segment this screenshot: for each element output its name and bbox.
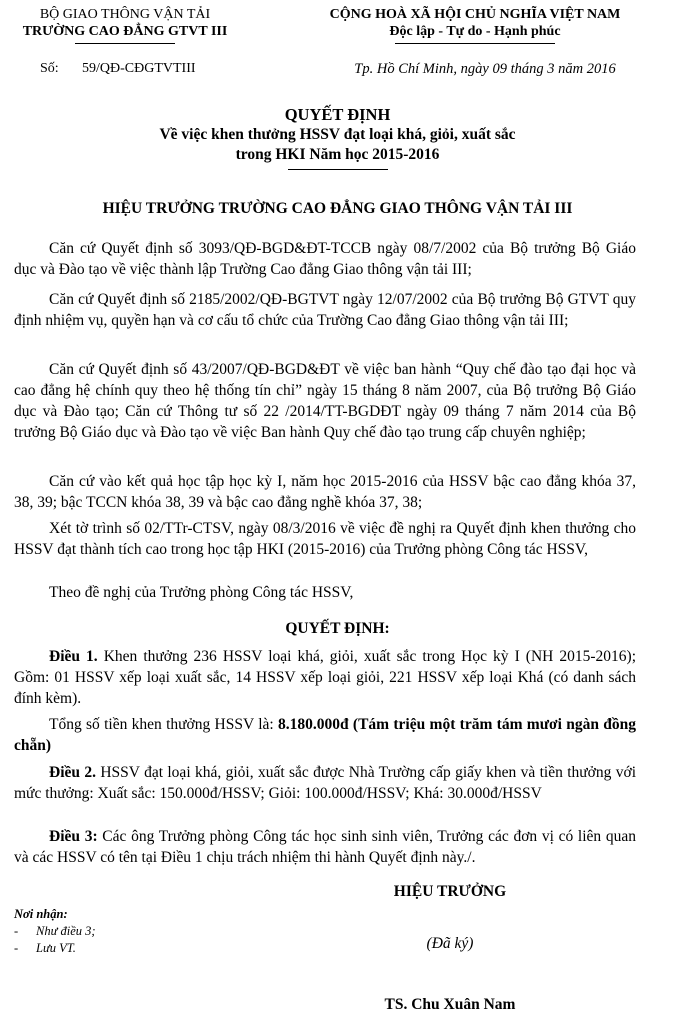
article-2 bbox=[14, 762, 636, 804]
header-right-rule bbox=[395, 43, 555, 44]
preamble-text: Căn cứ Quyết định số 43/2007/QĐ-BGD&ĐT về việc ban hành “Quy chế đào tạo đại học và cao đẳng hệ chính quy theo hệ thống tín chỉ” ngày 15 tháng 8 năm 2007, của Bộ trưởng Bộ Giáo dục và Đào tạo; Căn cứ Thông tư số 22 /2014/TT-BGDĐT ngày 09 tháng 7 năm 2014 của Bộ trưởng Bộ Giáo dục và Đào tạo về việc Ban hành Quy chế đào tạo trung cấp chuyên nghiệp; bbox=[14, 361, 636, 441]
recipients-label: Nơi nhận: bbox=[14, 907, 68, 921]
recipient-item: - Như điều 3; bbox=[14, 924, 96, 938]
preamble-1 bbox=[14, 238, 636, 280]
total-label: Tổng số tiền khen thưởng HSSV là: bbox=[49, 716, 278, 733]
article-3 bbox=[14, 826, 636, 868]
issuing-agency bbox=[0, 6, 250, 44]
preamble-text: Xét tờ trình số 02/TTr-CTSV, ngày 08/3/2016 về việc đề nghị ra Quyết định khen thưởng cho HSSV đạt thành tích cao trong học tập HKI (2015-2016) của Trưởng phòng Công tác HSSV, bbox=[14, 520, 636, 558]
decision-heading: QUYẾT ĐỊNH: bbox=[285, 620, 390, 637]
article-2-label: Điều 2. bbox=[49, 764, 96, 781]
recipients-block bbox=[14, 906, 96, 957]
number-value: 59/QĐ-CĐGTVTIII bbox=[82, 61, 196, 76]
preamble-text: Căn cứ Quyết định số 3093/QĐ-BGD&ĐT-TCCB ngày 08/7/2002 của Bộ trưởng Bộ Giáo dục và Đào tạo về việc thành lập Trường Cao đẳng Giao thông vận tải III; bbox=[14, 240, 636, 278]
title-rule bbox=[288, 169, 388, 170]
document-title bbox=[0, 105, 675, 170]
total-amount bbox=[14, 714, 636, 756]
number-label: Số: bbox=[40, 61, 59, 76]
issuing-authority: HIỆU TRƯỞNG TRƯỜNG CAO ĐẲNG GIAO THÔNG VẬN TẢI III bbox=[102, 200, 573, 217]
national-title bbox=[285, 6, 665, 44]
preamble-text: Căn cứ Quyết định số 2185/2002/QĐ-BGTVT ngày 12/07/2002 của Bộ trưởng Bộ GTVT quy định nhiệm vụ, quyền hạn và cơ cấu tổ chức của Trường Cao đẳng Giao thông vận tải III; bbox=[14, 291, 636, 329]
article-3-text: Các ông Trưởng phòng Công tác học sinh sinh viên, Trưởng các đơn vị có liên quan và các HSSV có tên tại Điều 1 chịu trách nhiệm thi hành Quyết định này./. bbox=[14, 828, 636, 866]
preamble-2 bbox=[14, 289, 636, 331]
preamble-5 bbox=[14, 518, 636, 560]
article-1-text: Khen thưởng 236 HSSV loại khá, giỏi, xuất sắc trong Học kỳ I (NH 2015-2016); Gồm: 01 HSSV xếp loại xuất sắc, 14 HSSV xếp loại giỏi, 221 HSSV xếp loại Khá (có danh sách đính kèm). bbox=[14, 648, 636, 707]
title-subject-line-2: trong HKI Năm học 2015-2016 bbox=[235, 146, 440, 163]
preamble-6 bbox=[14, 582, 636, 603]
republic-name: CỘNG HOÀ XÃ HỘI CHỦ NGHĨA VIỆT NAM bbox=[329, 7, 621, 22]
preamble-4 bbox=[14, 471, 636, 513]
place-date: Tp. Hồ Chí Minh, ngày 09 tháng 3 năm 2016 bbox=[354, 61, 616, 77]
header-left-rule bbox=[75, 43, 175, 44]
article-2-text: HSSV đạt loại khá, giỏi, xuất sắc được Nhà Trường cấp giấy khen và tiền thưởng với mức thưởng: Xuất sắc: 150.000đ/HSSV; Giỏi: 100.000đ/HSSV; Khá: 30.000đ/HSSV bbox=[14, 764, 637, 802]
article-1 bbox=[14, 646, 636, 709]
preamble-3 bbox=[14, 359, 636, 443]
article-3-label: Điều 3: bbox=[49, 828, 98, 845]
signer-name: TS. Chu Xuân Nam bbox=[384, 996, 516, 1013]
school-name: TRƯỜNG CAO ĐẲNG GTVT III bbox=[22, 24, 228, 39]
title-subject-line-1: Về việc khen thưởng HSSV đạt loại khá, giỏi, xuất sắc bbox=[159, 126, 516, 143]
preamble-text: Căn cứ vào kết quả học tập học kỳ I, năm học 2015-2016 của HSSV bậc cao đẳng khóa 37, 38, 39; bậc TCCN khóa 38, 39 và bậc cao đẳng nghề khóa 37, 38; bbox=[14, 473, 636, 511]
signed-note: (Đã ký) bbox=[426, 935, 474, 952]
article-1-label: Điều 1. bbox=[49, 648, 98, 665]
preamble-text: Theo đề nghị của Trưởng phòng Công tác HSSV, bbox=[49, 584, 354, 601]
ministry-name: BỘ GIAO THÔNG VẬN TẢI bbox=[39, 7, 211, 22]
signer-title: HIỆU TRƯỞNG bbox=[393, 883, 507, 900]
document-number bbox=[40, 61, 196, 77]
recipient-item: - Lưu VT. bbox=[14, 941, 76, 955]
motto: Độc lập - Tự do - Hạnh phúc bbox=[389, 24, 561, 39]
total-value: 8.180.000đ (Tám triệu một trăm tám mươi ngàn đồng chẵn) bbox=[14, 716, 636, 754]
title-main: QUYẾT ĐỊNH bbox=[284, 105, 391, 124]
